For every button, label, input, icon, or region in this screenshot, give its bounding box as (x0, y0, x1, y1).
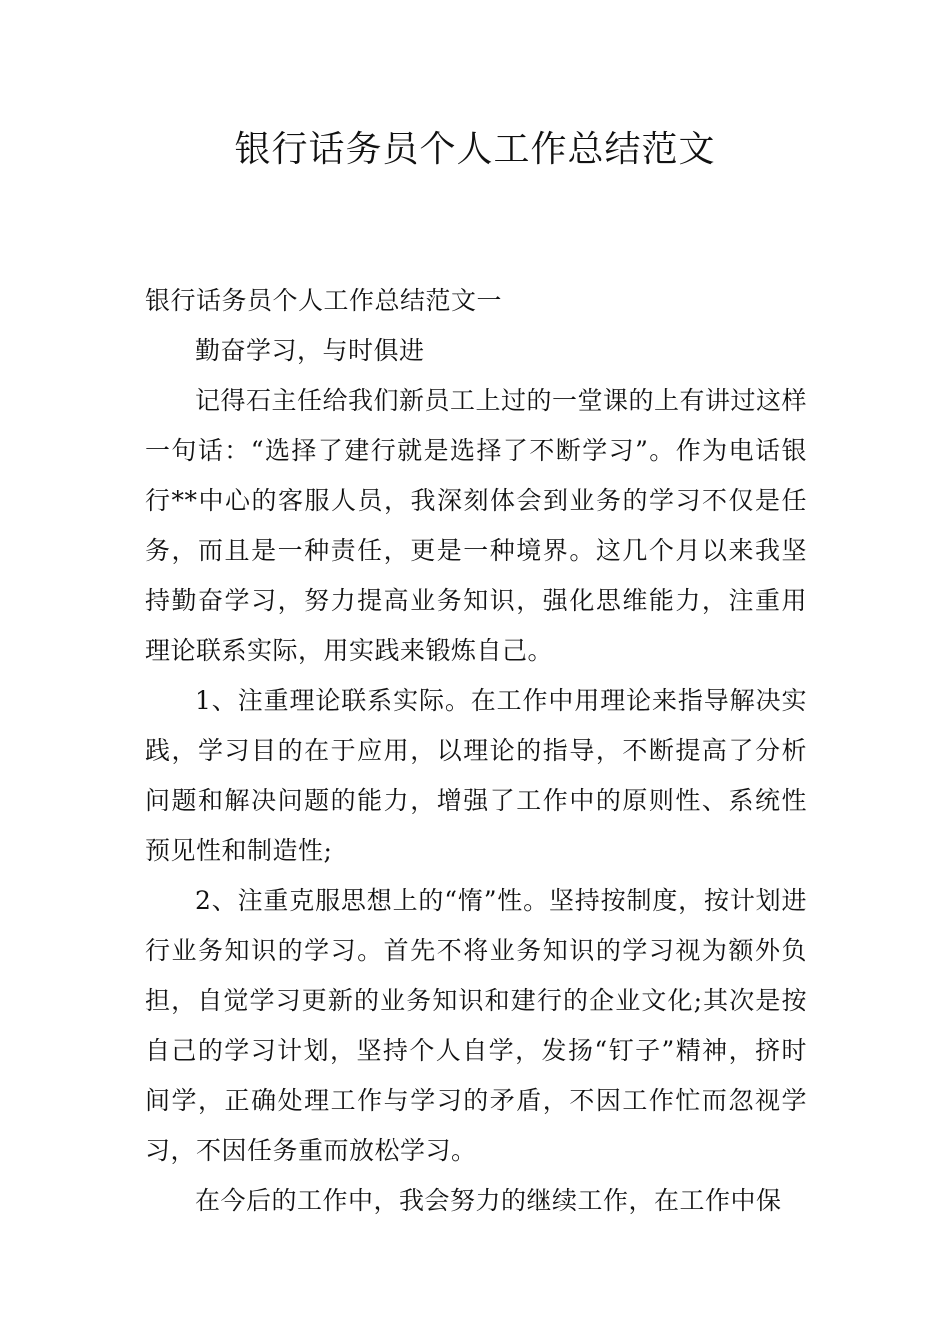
document-body (145, 276, 807, 1226)
section-heading: 银行话务员个人工作总结范文一 (145, 286, 503, 315)
body-paragraph: 在今后的工作中，我会努力的继续工作，在工作中保 (195, 1186, 782, 1215)
document-title: 银行话务员个人工作总结范文 (234, 129, 716, 170)
body-paragraph: 记得石主任给我们新员工上过的一堂课的上有讲过这样一句话：“选择了建行就是选择了不断学习”。作为电话银行**中心的客服人员，我深刻体会到业务的学习不仅是任务，而且是一种责任，更是一种境界。这几个月以来我坚持勤奋学习，努力提高业务知识，强化思维能力，注重用理论联系实际，用实践来锻炼自己。 (145, 386, 808, 665)
body-paragraph: 1、注重理论联系实际。在工作中用理论来指导解决实践，学习目的在于应用，以理论的指导，不断提高了分析问题和解决问题的能力，增强了工作中的原则性、系统性预见性和制造性; (145, 686, 807, 865)
subheading-paragraph: 勤奋学习，与时俱进 (195, 336, 425, 365)
body-paragraph: 2、注重克服思想上的“惰”性。坚持按制度，按计划进行业务知识的学习。首先不将业务知识的学习视为额外负担，自觉学习更新的业务知识和建行的企业文化;其次是按自己的学习计划，坚持个人自学，发扬“钉子”精神，挤时间学，正确处理工作与学习的矛盾，不因工作忙而忽视学习，不因任务重而放松学习。 (145, 886, 807, 1165)
